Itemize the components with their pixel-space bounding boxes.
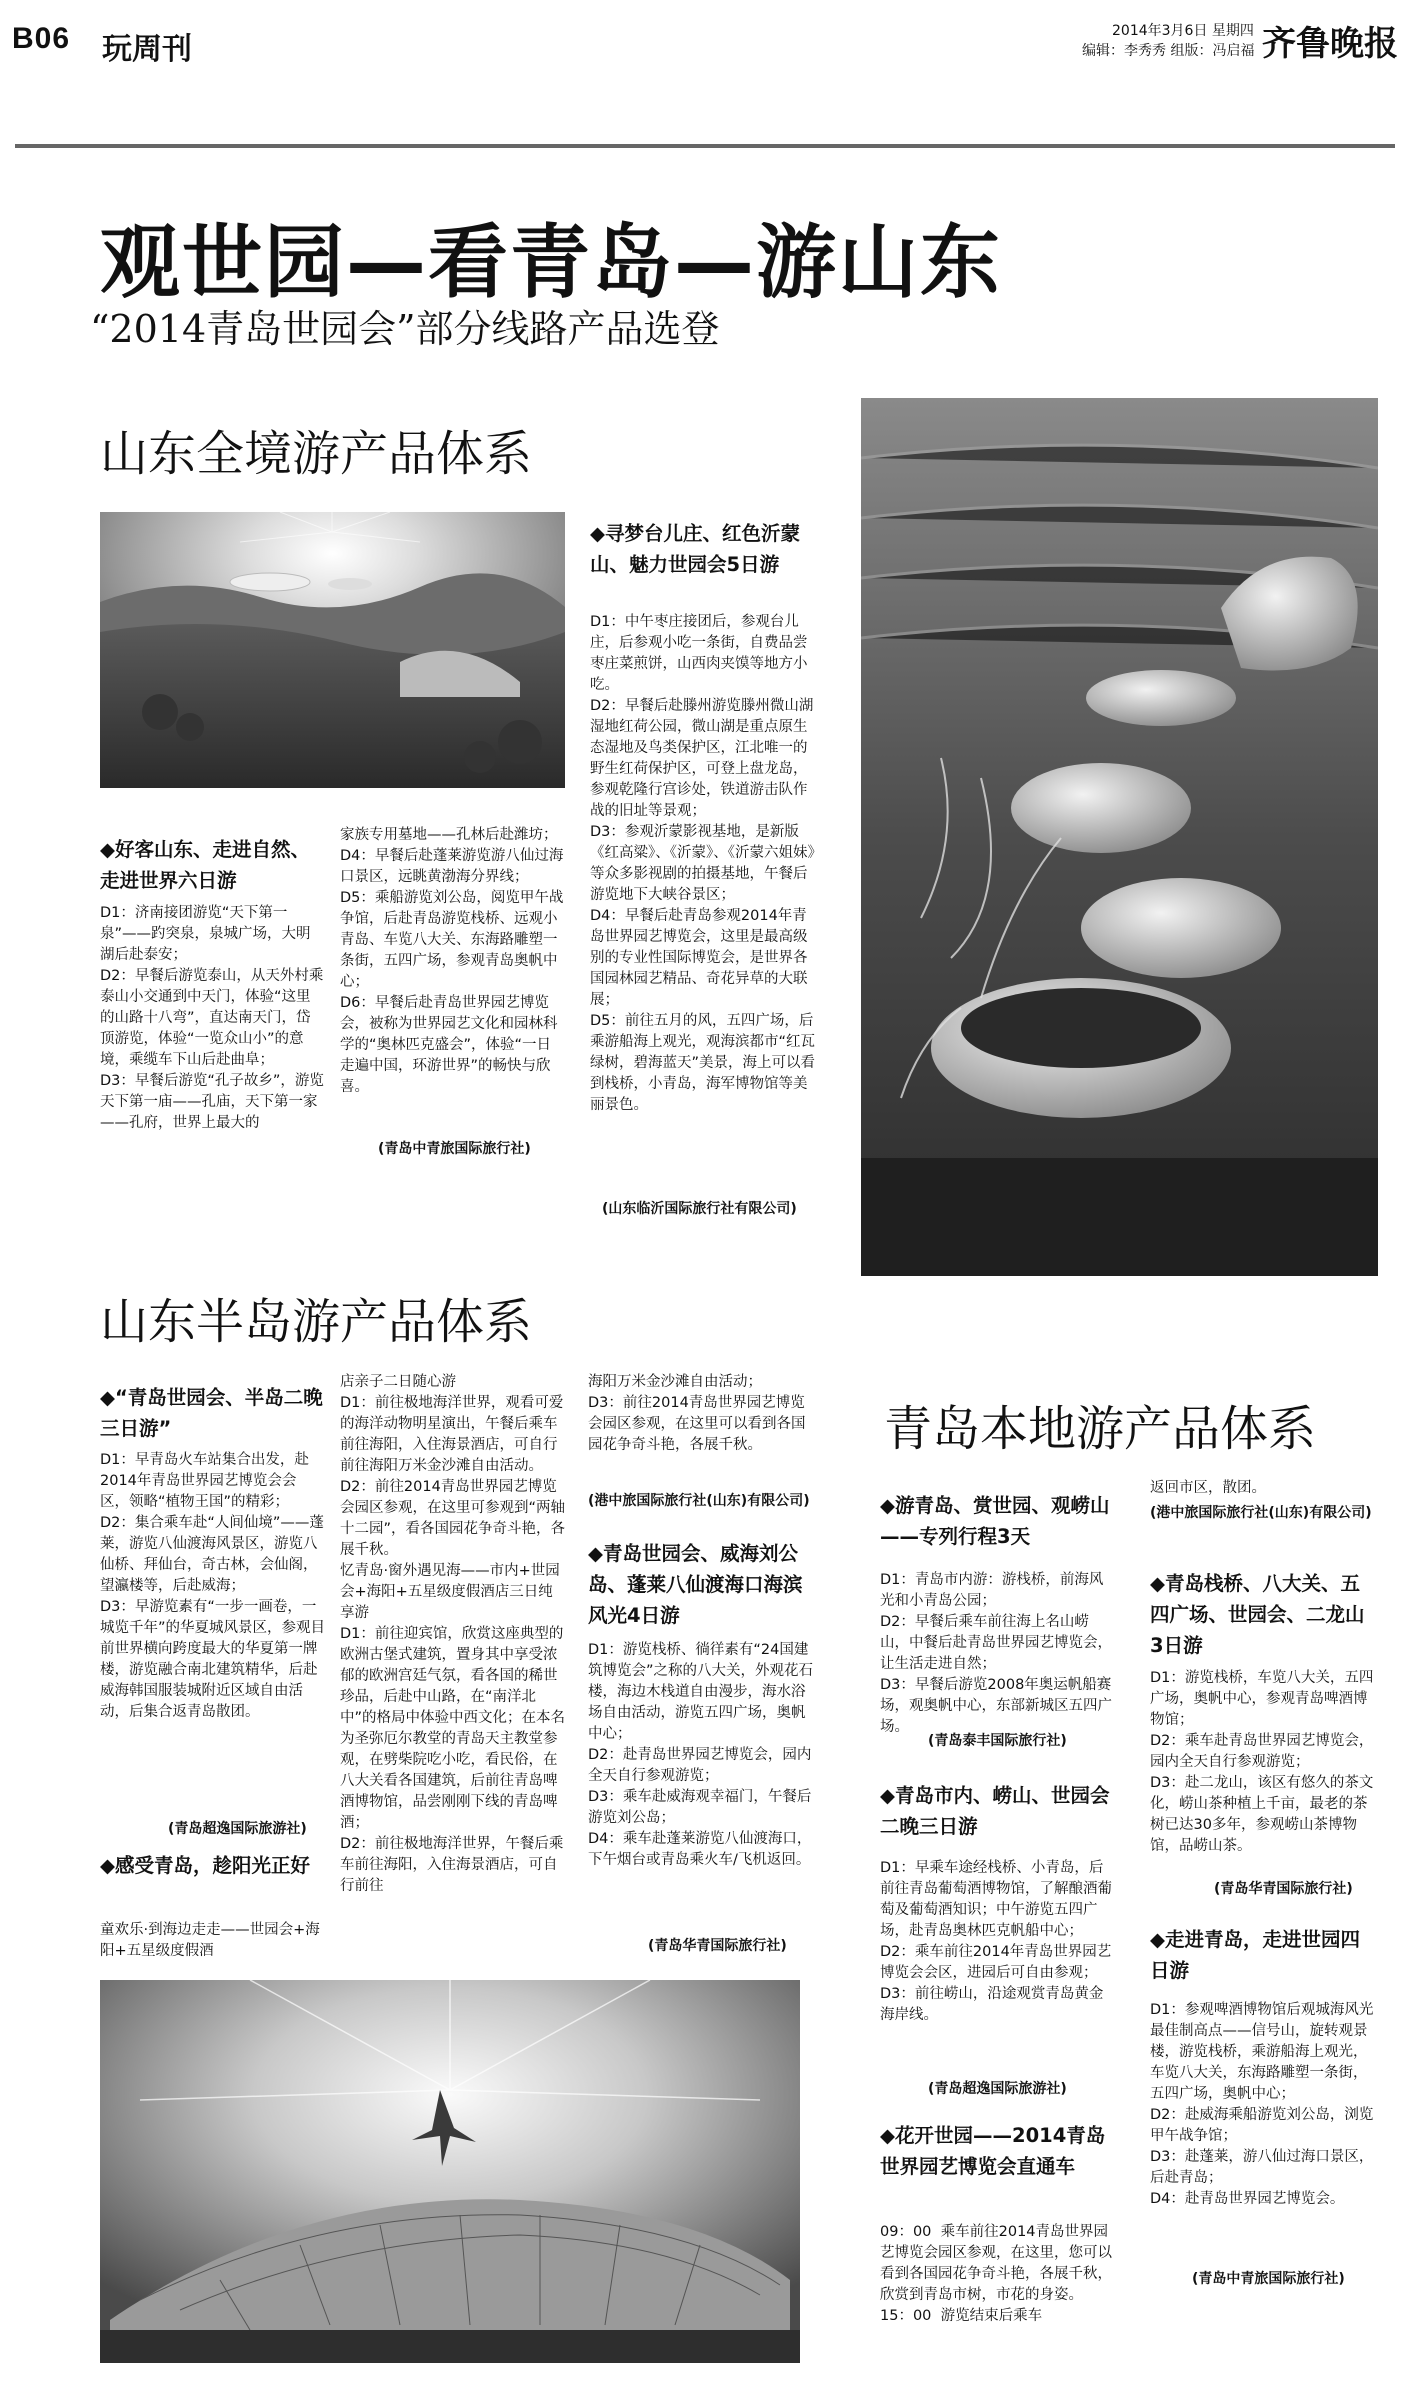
article-title-taierzhuang: ◆寻梦台儿庄、红色沂蒙山、魅力世园会5日游 <box>590 522 800 576</box>
article-credit-erlongshan: (青岛华青国际旅行社) <box>1214 1881 1353 1897</box>
article-title-six-day: ◆好客山东、走进自然、走进世界六日游 <box>100 838 310 892</box>
article-body-sunshine-part1: 童欢乐·到海边走走——世园会+海阳+五星级度假酒 <box>100 1922 320 1959</box>
page-code: B06 <box>12 22 71 55</box>
article-title-weihai-4day: ◆青岛世园会、威海刘公岛、蓬莱八仙渡海口海滨风光4日游 <box>588 1542 803 1627</box>
article-body-weihai-4day: D1：游览栈桥、徜徉素有“24国建筑博览会”之称的八大关，外观花石楼，海边木栈道自由漫步，海水浴场自由活动，游览五四广场，奥帆中心； D2：赴青岛世界园艺博览会，园内全天自行参观游览； D3：乘车赴威海观幸福门，午餐后游览刘公岛； D4：乘车赴蓬莱游览八仙渡海口，下午烟台或青岛乘火车/飞机返回。 <box>588 1642 814 1868</box>
article-body-six-day-part1: D1：济南接团游览“天下第一泉”——趵突泉，泉城广场，大明湖后赴泰安； D2：早餐后游览泰山，从天外村乘泰山小交通到中天门，体验“这里的山路十八弯”，直达南天门，岱顶游览，体验“一览众山小”的意境，乘缆车下山后赴曲阜； D3：早餐后游览“孔子故乡”，游览天下第一庙——孔庙，天下第一家——孔府，世界上最大的 <box>100 905 324 1131</box>
issue-date: 2014年3月6日 星期四 <box>1112 23 1254 39</box>
article-credit-shuttle: (港中旅国际旅行社(山东)有限公司) <box>1150 1505 1372 1521</box>
expo-landscape-photo <box>100 512 565 788</box>
article-body-sunshine-part2: 店亲子二日随心游 D1：前往极地海洋世界，观看可爱的海洋动物明星演出，午餐后乘车前往海阳，入住海景酒店，可自行前往海阳万米金沙滩自由活动。 D2：前往2014青岛世界园艺博览会园区参观，在这里可参观到“两轴十二园”，看各国园花争奇斗艳，各展千秋。 忆青岛·窗外遇见海——市内+世园会+海阳+五星级度假酒店三日纯享游 D1：前往迎宾馆，欣赏这座典型的欧洲古堡式建筑，置身其中享受浓郁的欧洲宫廷气氛，看各国的稀世珍品，后赴中山路，在“南洋北中”的格局中体验中西文化；在本名为圣弥厄尔教堂的青岛天主教堂参观，在劈柴院吃小吃，看民俗，在八大关看各国建筑，后前往青岛啤酒博物馆，品尝刚刚下线的青岛啤酒； D2：前往极地海洋世界，午餐后乘车前往海阳，入住海景酒店，可自行前往 <box>340 1374 566 1894</box>
article-credit-peninsula-3day: (青岛超逸国际旅游社) <box>168 1821 307 1837</box>
article-body-sunshine-part3: 海阳万米金沙滩自由活动； D3：前往2014青岛世界园艺博览会园区参观，在这里可以看到各国园花争奇斗艳，各展千秋。 <box>588 1374 806 1453</box>
article-credit-walk-qingdao: (青岛中青旅国际旅行社) <box>1192 2271 1345 2287</box>
article-body-laoshan-train: D1：青岛市内游：游栈桥，前海风光和小青岛公园； D2：早餐后乘车前往海上名山崂山，中餐后赴青岛世界园艺博览会，让生活走进自然； D3：早餐后游览2008年奥运帆船赛场，观奥帆中心，东部新城区五四广场。 <box>880 1572 1112 1735</box>
article-body-taierzhuang: D1：中午枣庄接团后，参观台儿庄，后参观小吃一条街，自费品尝枣庄菜煎饼，山西肉夹馍等地方小吃。 D2：早餐后赴滕州游览滕州微山湖湿地红荷公园，微山湖是重点原生态湿地及鸟类保护区，江北唯一的野生红荷保护区，可登上盘龙岛，参观乾隆行宫诊处，铁道游击队作战的旧址等景观； D3：参观沂蒙影视基地，是新版《红高粱》、《沂蒙》、《沂蒙六姐妹》等众多影视剧的拍摄基地，午餐后游览地下大峡谷景区； D4：早餐后赴青岛参观2014年青岛世界园艺博览会，这里是最高级别的专业性国际博览会，是世界各国园林园艺精品、奇花异草的大联展； D5：前往五月的风，五四广场，后乘游船海上观光，观海滨都市“红瓦绿树，碧海蓝天”美景，海上可以看到栈桥，小青岛，海军博物馆等美丽景色。 <box>590 614 816 1113</box>
article-credit-weihai-4day: (青岛华青国际旅行社) <box>648 1938 787 1954</box>
expo-pavilion-photo <box>100 1980 800 2363</box>
article-title-city-laoshan: ◆青岛市内、崂山、世园会二晚三日游 <box>880 1784 1110 1838</box>
article-credit-six-day: (青岛中青旅国际旅行社) <box>378 1141 531 1157</box>
editor-credit: 编辑：李秀秀 组版：冯启福 <box>1082 43 1255 59</box>
article-body-walk-qingdao: D1：参观啤酒博物馆后观城海风光最佳制高点——信号山，旋转观景楼，游览栈桥，乘游船海上观光，车览八大关，东海路雕塑一条街，五四广场，奥帆中心； D2：赴威海乘船游览刘公岛，浏览甲午战争馆； D3：赴蓬莱，游八仙过海口景区，后赴青岛； D4：赴青岛世界园艺博览会。 <box>1150 2002 1374 2207</box>
newspaper-logo: 齐鲁晚报 <box>1262 24 1398 64</box>
article-body-expo-shuttle: 09：00 乘车前往2014青岛世界园艺博览会园区参观，在这里，您可以看到各国园花争奇斗艳，各展千秋，欣赏到青岛市树，市花的身姿。 15：00 游览结束后乘车 <box>880 2224 1112 2324</box>
article-body-shuttle-end: 返回市区，散团。 <box>1150 1480 1266 1496</box>
page-subtitle: “2014青岛世园会”部分线路产品选登 <box>90 307 720 351</box>
article-title-walk-qingdao: ◆走进青岛，走进世园四日游 <box>1150 1928 1360 1982</box>
article-body-six-day-part2: 家族专用墓地——孔林后赴潍坊； D4：早餐后赴蓬莱游览游八仙过海口景区，远眺黄渤海分界线； D5：乘船游览刘公岛，阅览甲午战争馆，后赴青岛游览栈桥、远观小青岛、车览八大关、东海路雕塑一条街，五四广场，参观青岛奥帆中心； D6：早餐后赴青岛世界园艺博览会，被称为世界园艺文化和园林科学的“奥林匹克盛会”，体验“一日走遍中国，环游世界”的畅快与欣喜。 <box>340 827 564 1095</box>
header-divider <box>15 144 1395 148</box>
article-title-peninsula-3day: ◆“青岛世园会、半岛二晚三日游” <box>100 1386 323 1440</box>
section-title-shandong: 山东全境游产品体系 <box>100 426 533 482</box>
section-title-peninsula: 山东半岛游产品体系 <box>100 1294 533 1350</box>
article-title-sunshine: ◆感受青岛，趁阳光正好 <box>100 1854 310 1877</box>
section-title-qingdao: 青岛本地游产品体系 <box>884 1401 1317 1457</box>
article-credit-city-laoshan: (青岛超逸国际旅游社) <box>928 2081 1067 2097</box>
article-title-erlongshan: ◆青岛栈桥、八大关、五四广场、世园会、二龙山3日游 <box>1150 1572 1365 1657</box>
article-body-erlongshan: D1：游览栈桥，车览八大关，五四广场，奥帆中心，参观青岛啤酒博物馆； D2：乘车赴青岛世界园艺博览会，园内全天自行参观游览； D3：赴二龙山，该区有悠久的茶文化，崂山茶种植上千亩，最老的茶树已达30多年，参观崂山茶博物馆，品崂山茶。 <box>1150 1670 1374 1854</box>
pottery-garden-photo <box>861 398 1378 1276</box>
section-name: 玩周刊 <box>102 32 192 67</box>
page-title: 观世园—看青岛—游山东 <box>100 216 1002 309</box>
article-title-laoshan-train: ◆游青岛、赏世园、观崂山——专列行程3天 <box>880 1494 1110 1548</box>
article-credit-taierzhuang: (山东临沂国际旅行社有限公司) <box>602 1201 797 1217</box>
article-credit-laoshan-train: (青岛泰丰国际旅行社) <box>928 1733 1067 1749</box>
article-body-city-laoshan: D1：早乘车途经栈桥、小青岛，后前往青岛葡萄酒博物馆，了解酿酒葡萄及葡萄酒知识；中午游览五四广场，赴青岛奥林匹克帆船中心； D2：乘车前往2014年青岛世界园艺博览会会区，进园后可自由参观； D3：前往崂山，沿途观赏青岛黄金海岸线。 <box>880 1860 1112 2023</box>
article-title-expo-shuttle: ◆花开世园——2014青岛世界园艺博览会直通车 <box>880 2124 1106 2178</box>
article-body-peninsula-3day: D1：早青岛火车站集合出发，赴2014年青岛世界园艺博览会会区，领略“植物王国”的精彩； D2：集合乘车赴“人间仙境”——蓬莱，游览八仙渡海风景区，游览八仙桥、拜仙台，奇古林，会仙阁，望瀛楼等，后赴威海； D3：早游览素有“一步一画卷，一城览千年”的华夏城风景区，参观目前世界横向跨度最大的华夏第一牌楼，游览融合南北建筑精华，后赴威海韩国服装城附近区域自由活动，后集合返青岛散团。 <box>100 1452 326 1720</box>
article-credit-sunshine: (港中旅国际旅行社(山东)有限公司) <box>588 1493 810 1509</box>
